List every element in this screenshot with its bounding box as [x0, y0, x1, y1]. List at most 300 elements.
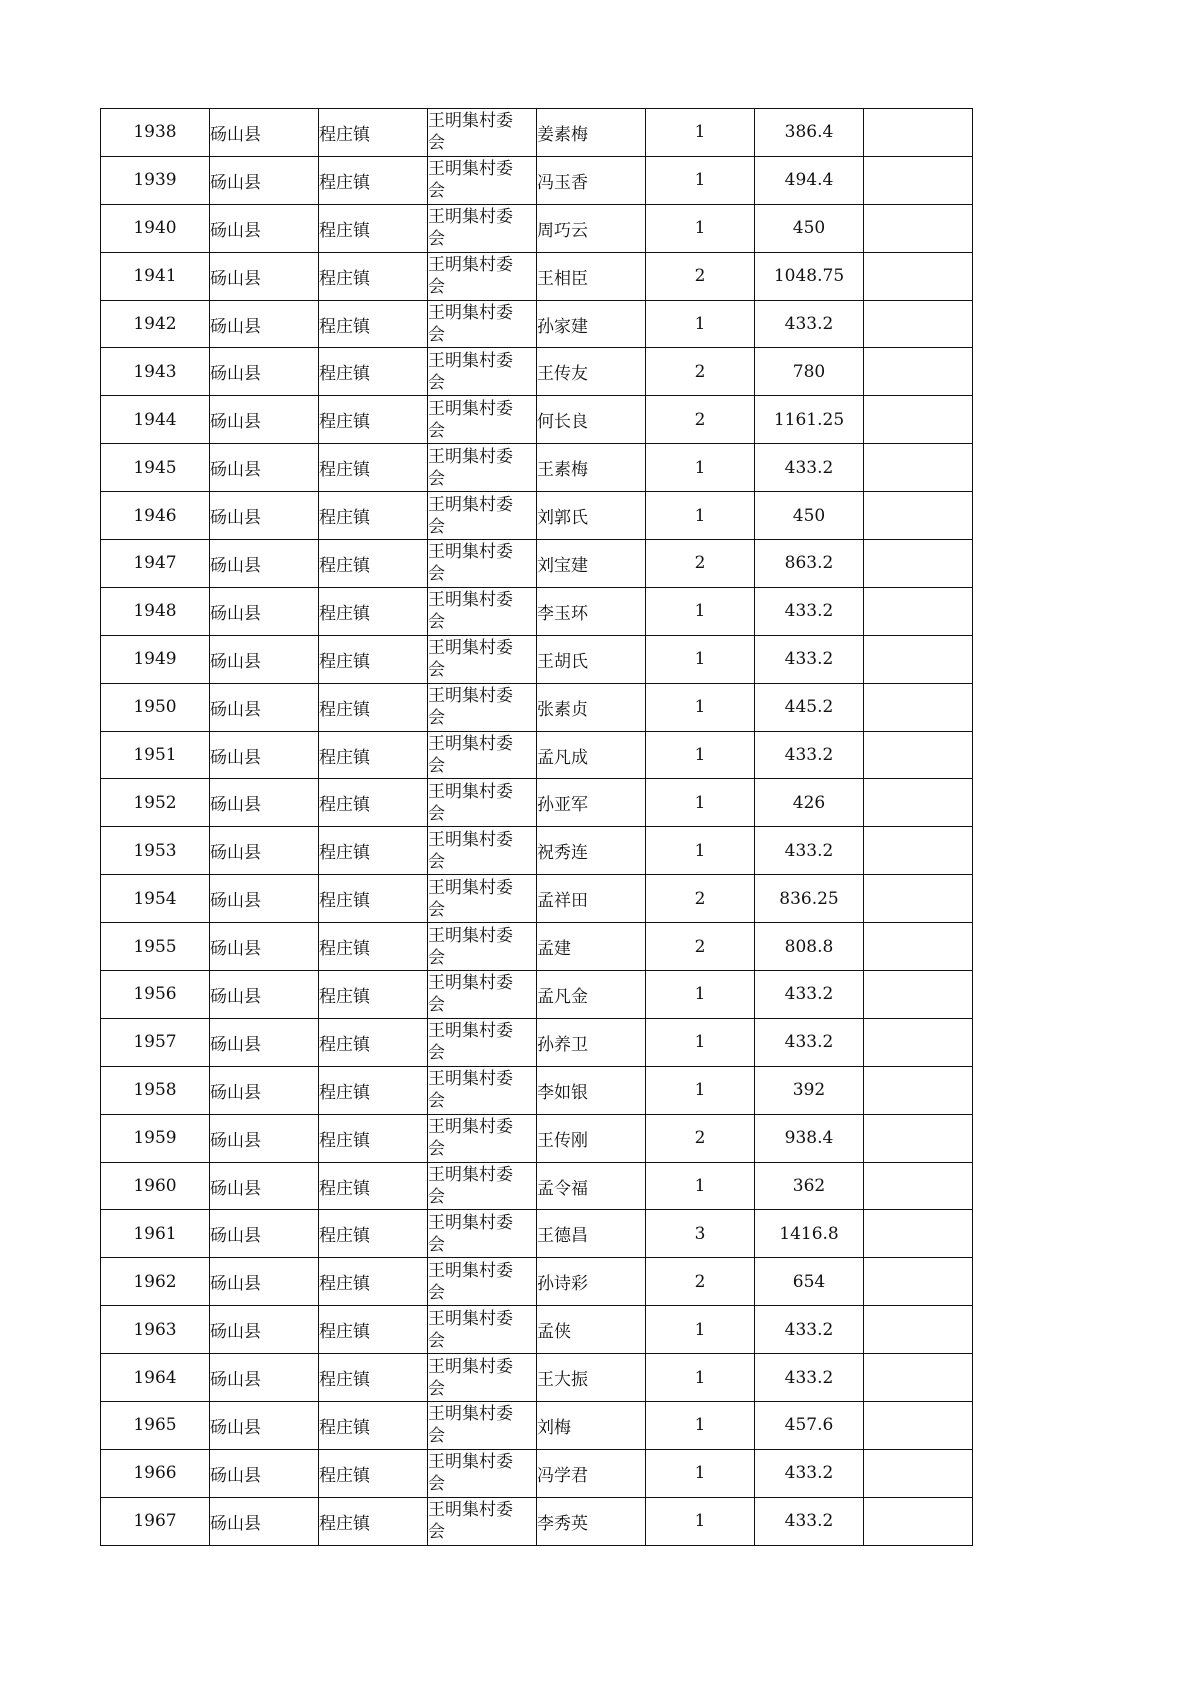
village-name: 王明集村委会 — [428, 255, 513, 298]
village-cell — [428, 540, 537, 588]
count-cell: 2 — [646, 252, 755, 300]
table-row — [101, 1018, 973, 1066]
town-cell: 程庄镇 — [319, 300, 428, 348]
count-cell: 1 — [646, 971, 755, 1019]
amount-cell: 433.2 — [755, 971, 864, 1019]
amount-cell: 433.2 — [755, 587, 864, 635]
county-cell: 砀山县 — [210, 827, 319, 875]
note-cell — [864, 1066, 973, 1114]
note-cell — [864, 396, 973, 444]
count-cell: 3 — [646, 1210, 755, 1258]
note-cell — [864, 348, 973, 396]
county-cell: 砀山县 — [210, 1114, 319, 1162]
amount-cell: 457.6 — [755, 1402, 864, 1450]
row-number-cell: 1949 — [101, 635, 210, 683]
town-cell: 程庄镇 — [319, 1114, 428, 1162]
note-cell — [864, 444, 973, 492]
count-cell: 1 — [646, 300, 755, 348]
note-cell — [864, 1018, 973, 1066]
village-name: 王明集村委会 — [428, 1404, 513, 1447]
county-cell: 砀山县 — [210, 683, 319, 731]
town-cell: 程庄镇 — [319, 156, 428, 204]
table-row — [101, 156, 973, 204]
row-number-cell: 1945 — [101, 444, 210, 492]
village-name: 王明集村委会 — [428, 1165, 513, 1208]
row-number-cell: 1967 — [101, 1497, 210, 1545]
count-cell: 1 — [646, 1162, 755, 1210]
village-cell — [428, 1114, 537, 1162]
village-cell — [428, 1162, 537, 1210]
count-cell: 1 — [646, 779, 755, 827]
county-cell: 砀山县 — [210, 156, 319, 204]
name-cell: 刘梅 — [537, 1402, 646, 1450]
note-cell — [864, 731, 973, 779]
town-cell: 程庄镇 — [319, 1354, 428, 1402]
county-cell: 砀山县 — [210, 1306, 319, 1354]
row-number-cell: 1965 — [101, 1402, 210, 1450]
count-cell: 1 — [646, 587, 755, 635]
village-name: 王明集村委会 — [428, 686, 513, 729]
table-row — [101, 300, 973, 348]
amount-cell: 863.2 — [755, 540, 864, 588]
village-cell — [428, 827, 537, 875]
town-cell: 程庄镇 — [319, 1018, 428, 1066]
town-cell: 程庄镇 — [319, 827, 428, 875]
name-cell: 孟凡金 — [537, 971, 646, 1019]
table-row — [101, 683, 973, 731]
town-cell: 程庄镇 — [319, 204, 428, 252]
county-cell: 砀山县 — [210, 1066, 319, 1114]
town-cell: 程庄镇 — [319, 540, 428, 588]
county-cell: 砀山县 — [210, 875, 319, 923]
name-cell: 李如银 — [537, 1066, 646, 1114]
village-name: 王明集村委会 — [428, 542, 513, 585]
amount-cell: 392 — [755, 1066, 864, 1114]
row-number-cell: 1959 — [101, 1114, 210, 1162]
county-cell: 砀山县 — [210, 540, 319, 588]
town-cell: 程庄镇 — [319, 1497, 428, 1545]
row-number-cell: 1950 — [101, 683, 210, 731]
table-row — [101, 923, 973, 971]
row-number-cell: 1963 — [101, 1306, 210, 1354]
name-cell: 孟建 — [537, 923, 646, 971]
village-name: 王明集村委会 — [428, 1308, 513, 1351]
table-row — [101, 1162, 973, 1210]
table-row — [101, 731, 973, 779]
amount-cell: 433.2 — [755, 444, 864, 492]
town-cell: 程庄镇 — [319, 731, 428, 779]
note-cell — [864, 635, 973, 683]
village-cell — [428, 156, 537, 204]
count-cell: 1 — [646, 1402, 755, 1450]
note-cell — [864, 587, 973, 635]
town-cell: 程庄镇 — [319, 492, 428, 540]
name-cell: 孟祥田 — [537, 875, 646, 923]
row-number-cell: 1954 — [101, 875, 210, 923]
village-name: 王明集村委会 — [428, 973, 513, 1016]
village-name: 王明集村委会 — [428, 111, 513, 154]
county-cell: 砀山县 — [210, 1497, 319, 1545]
table-row — [101, 204, 973, 252]
village-cell — [428, 1497, 537, 1545]
row-number-cell: 1951 — [101, 731, 210, 779]
county-cell: 砀山县 — [210, 1018, 319, 1066]
table-row — [101, 635, 973, 683]
note-cell — [864, 492, 973, 540]
name-cell: 孟凡成 — [537, 731, 646, 779]
village-cell — [428, 396, 537, 444]
note-cell — [864, 540, 973, 588]
village-cell — [428, 635, 537, 683]
town-cell: 程庄镇 — [319, 1306, 428, 1354]
town-cell: 程庄镇 — [319, 1258, 428, 1306]
county-cell: 砀山县 — [210, 1402, 319, 1450]
row-number-cell: 1953 — [101, 827, 210, 875]
count-cell: 1 — [646, 1018, 755, 1066]
row-number-cell: 1938 — [101, 109, 210, 157]
village-cell — [428, 252, 537, 300]
count-cell: 2 — [646, 540, 755, 588]
note-cell — [864, 1162, 973, 1210]
village-cell — [428, 1306, 537, 1354]
name-cell: 祝秀连 — [537, 827, 646, 875]
county-cell: 砀山县 — [210, 923, 319, 971]
village-cell — [428, 587, 537, 635]
row-number-cell: 1956 — [101, 971, 210, 1019]
village-name: 王明集村委会 — [428, 398, 513, 441]
village-cell — [428, 875, 537, 923]
village-cell — [428, 779, 537, 827]
village-name: 王明集村委会 — [428, 781, 513, 824]
amount-cell: 1161.25 — [755, 396, 864, 444]
town-cell: 程庄镇 — [319, 109, 428, 157]
note-cell — [864, 923, 973, 971]
town-cell: 程庄镇 — [319, 396, 428, 444]
table-row — [101, 1449, 973, 1497]
table-row — [101, 875, 973, 923]
amount-cell: 433.2 — [755, 635, 864, 683]
table-body — [101, 109, 973, 1546]
count-cell: 1 — [646, 1306, 755, 1354]
name-cell: 刘郭氏 — [537, 492, 646, 540]
row-number-cell: 1957 — [101, 1018, 210, 1066]
count-cell: 2 — [646, 396, 755, 444]
amount-cell: 450 — [755, 204, 864, 252]
row-number-cell: 1946 — [101, 492, 210, 540]
name-cell: 孙亚军 — [537, 779, 646, 827]
count-cell: 2 — [646, 875, 755, 923]
town-cell: 程庄镇 — [319, 875, 428, 923]
amount-cell: 836.25 — [755, 875, 864, 923]
note-cell — [864, 1402, 973, 1450]
village-name: 王明集村委会 — [428, 1069, 513, 1112]
village-cell — [428, 348, 537, 396]
amount-cell: 362 — [755, 1162, 864, 1210]
village-name: 王明集村委会 — [428, 829, 513, 872]
row-number-cell: 1941 — [101, 252, 210, 300]
village-name: 王明集村委会 — [428, 925, 513, 968]
note-cell — [864, 827, 973, 875]
count-cell: 1 — [646, 156, 755, 204]
village-cell — [428, 971, 537, 1019]
town-cell: 程庄镇 — [319, 252, 428, 300]
village-name: 王明集村委会 — [428, 638, 513, 681]
village-name: 王明集村委会 — [428, 1117, 513, 1160]
note-cell — [864, 252, 973, 300]
town-cell: 程庄镇 — [319, 348, 428, 396]
county-cell: 砀山县 — [210, 396, 319, 444]
town-cell: 程庄镇 — [319, 587, 428, 635]
county-cell: 砀山县 — [210, 731, 319, 779]
village-cell — [428, 1449, 537, 1497]
name-cell: 刘宝建 — [537, 540, 646, 588]
village-name: 王明集村委会 — [428, 590, 513, 633]
village-cell — [428, 1258, 537, 1306]
count-cell: 2 — [646, 1258, 755, 1306]
table-row — [101, 779, 973, 827]
village-cell — [428, 731, 537, 779]
note-cell — [864, 1114, 973, 1162]
amount-cell: 450 — [755, 492, 864, 540]
village-name: 王明集村委会 — [428, 207, 513, 250]
village-name: 王明集村委会 — [428, 877, 513, 920]
row-number-cell: 1948 — [101, 587, 210, 635]
county-cell: 砀山县 — [210, 109, 319, 157]
row-number-cell: 1964 — [101, 1354, 210, 1402]
row-number-cell: 1942 — [101, 300, 210, 348]
amount-cell: 433.2 — [755, 731, 864, 779]
count-cell: 1 — [646, 1354, 755, 1402]
note-cell — [864, 971, 973, 1019]
name-cell: 王相臣 — [537, 252, 646, 300]
note-cell — [864, 875, 973, 923]
village-name: 王明集村委会 — [428, 159, 513, 202]
county-cell: 砀山县 — [210, 635, 319, 683]
table-row — [101, 827, 973, 875]
village-name: 王明集村委会 — [428, 1500, 513, 1543]
count-cell: 1 — [646, 683, 755, 731]
village-cell — [428, 204, 537, 252]
village-name: 王明集村委会 — [428, 734, 513, 777]
village-name: 王明集村委会 — [428, 1452, 513, 1495]
county-cell: 砀山县 — [210, 252, 319, 300]
town-cell: 程庄镇 — [319, 444, 428, 492]
amount-cell: 386.4 — [755, 109, 864, 157]
town-cell: 程庄镇 — [319, 683, 428, 731]
row-number-cell: 1955 — [101, 923, 210, 971]
table-row — [101, 444, 973, 492]
name-cell: 王传友 — [537, 348, 646, 396]
town-cell: 程庄镇 — [319, 1449, 428, 1497]
village-name: 王明集村委会 — [428, 1260, 513, 1303]
note-cell — [864, 683, 973, 731]
count-cell: 1 — [646, 827, 755, 875]
row-number-cell: 1961 — [101, 1210, 210, 1258]
table-row — [101, 1066, 973, 1114]
count-cell: 1 — [646, 731, 755, 779]
name-cell: 孙养卫 — [537, 1018, 646, 1066]
town-cell: 程庄镇 — [319, 971, 428, 1019]
row-number-cell: 1960 — [101, 1162, 210, 1210]
village-name: 王明集村委会 — [428, 303, 513, 345]
village-cell — [428, 109, 537, 157]
row-number-cell: 1947 — [101, 540, 210, 588]
town-cell: 程庄镇 — [319, 635, 428, 683]
amount-cell: 1048.75 — [755, 252, 864, 300]
town-cell: 程庄镇 — [319, 1162, 428, 1210]
village-cell — [428, 1066, 537, 1114]
table-row — [101, 1354, 973, 1402]
name-cell: 周巧云 — [537, 204, 646, 252]
name-cell: 孟侠 — [537, 1306, 646, 1354]
row-number-cell: 1958 — [101, 1066, 210, 1114]
count-cell: 2 — [646, 1114, 755, 1162]
county-cell: 砀山县 — [210, 300, 319, 348]
amount-cell: 808.8 — [755, 923, 864, 971]
amount-cell: 433.2 — [755, 1497, 864, 1545]
note-cell — [864, 109, 973, 157]
row-number-cell: 1962 — [101, 1258, 210, 1306]
table-row — [101, 109, 973, 157]
amount-cell: 433.2 — [755, 1306, 864, 1354]
table-row — [101, 587, 973, 635]
name-cell: 姜素梅 — [537, 109, 646, 157]
note-cell — [864, 156, 973, 204]
note-cell — [864, 779, 973, 827]
table-row — [101, 971, 973, 1019]
amount-cell: 433.2 — [755, 1354, 864, 1402]
name-cell: 张素贞 — [537, 683, 646, 731]
count-cell: 1 — [646, 492, 755, 540]
name-cell: 孙诗彩 — [537, 1258, 646, 1306]
amount-cell: 433.2 — [755, 300, 864, 348]
count-cell: 2 — [646, 348, 755, 396]
village-cell — [428, 923, 537, 971]
amount-cell: 1416.8 — [755, 1210, 864, 1258]
count-cell: 2 — [646, 923, 755, 971]
amount-cell: 426 — [755, 779, 864, 827]
note-cell — [864, 1449, 973, 1497]
data-table — [100, 108, 973, 1546]
county-cell: 砀山县 — [210, 444, 319, 492]
table-row — [101, 1210, 973, 1258]
county-cell: 砀山县 — [210, 1210, 319, 1258]
row-number-cell: 1952 — [101, 779, 210, 827]
name-cell: 王德昌 — [537, 1210, 646, 1258]
table-row — [101, 1306, 973, 1354]
name-cell: 何长良 — [537, 396, 646, 444]
town-cell: 程庄镇 — [319, 1066, 428, 1114]
village-name: 王明集村委会 — [428, 1021, 513, 1064]
name-cell: 李玉环 — [537, 587, 646, 635]
village-name: 王明集村委会 — [428, 446, 513, 489]
note-cell — [864, 204, 973, 252]
table-row — [101, 1402, 973, 1450]
note-cell — [864, 1210, 973, 1258]
county-cell: 砀山县 — [210, 204, 319, 252]
table-row — [101, 1497, 973, 1545]
name-cell: 李秀英 — [537, 1497, 646, 1545]
name-cell: 孟令福 — [537, 1162, 646, 1210]
name-cell: 王胡氏 — [537, 635, 646, 683]
amount-cell: 494.4 — [755, 156, 864, 204]
count-cell: 1 — [646, 444, 755, 492]
town-cell: 程庄镇 — [319, 1210, 428, 1258]
village-cell — [428, 492, 537, 540]
amount-cell: 433.2 — [755, 1449, 864, 1497]
village-name: 王明集村委会 — [428, 1356, 513, 1399]
name-cell: 王大振 — [537, 1354, 646, 1402]
village-cell — [428, 444, 537, 492]
county-cell: 砀山县 — [210, 1354, 319, 1402]
row-number-cell: 1939 — [101, 156, 210, 204]
village-cell — [428, 683, 537, 731]
village-cell — [428, 1354, 537, 1402]
name-cell: 冯学君 — [537, 1449, 646, 1497]
town-cell: 程庄镇 — [319, 779, 428, 827]
count-cell: 1 — [646, 635, 755, 683]
county-cell: 砀山县 — [210, 1449, 319, 1497]
village-cell — [428, 1402, 537, 1450]
county-cell: 砀山县 — [210, 1162, 319, 1210]
table-row — [101, 396, 973, 444]
table-row — [101, 1258, 973, 1306]
village-cell — [428, 1018, 537, 1066]
county-cell: 砀山县 — [210, 1258, 319, 1306]
count-cell: 1 — [646, 1497, 755, 1545]
row-number-cell: 1966 — [101, 1449, 210, 1497]
note-cell — [864, 1497, 973, 1545]
village-cell — [428, 300, 537, 348]
amount-cell: 654 — [755, 1258, 864, 1306]
county-cell: 砀山县 — [210, 492, 319, 540]
note-cell — [864, 1258, 973, 1306]
amount-cell: 433.2 — [755, 1018, 864, 1066]
count-cell: 1 — [646, 1066, 755, 1114]
row-number-cell: 1940 — [101, 204, 210, 252]
county-cell: 砀山县 — [210, 348, 319, 396]
name-cell: 孙家建 — [537, 300, 646, 348]
note-cell — [864, 1354, 973, 1402]
town-cell: 程庄镇 — [319, 1402, 428, 1450]
name-cell: 王素梅 — [537, 444, 646, 492]
village-name: 王明集村委会 — [428, 350, 513, 393]
table-row — [101, 492, 973, 540]
row-number-cell: 1943 — [101, 348, 210, 396]
village-cell — [428, 1210, 537, 1258]
note-cell — [864, 1306, 973, 1354]
name-cell: 王传刚 — [537, 1114, 646, 1162]
count-cell: 1 — [646, 1449, 755, 1497]
county-cell: 砀山县 — [210, 779, 319, 827]
amount-cell: 780 — [755, 348, 864, 396]
town-cell: 程庄镇 — [319, 923, 428, 971]
table-row — [101, 252, 973, 300]
table-row — [101, 1114, 973, 1162]
amount-cell: 433.2 — [755, 827, 864, 875]
county-cell: 砀山县 — [210, 587, 319, 635]
table-row — [101, 348, 973, 396]
name-cell: 冯玉香 — [537, 156, 646, 204]
county-cell: 砀山县 — [210, 971, 319, 1019]
table-row — [101, 540, 973, 588]
row-number-cell: 1944 — [101, 396, 210, 444]
note-cell — [864, 300, 973, 348]
amount-cell: 445.2 — [755, 683, 864, 731]
count-cell: 1 — [646, 109, 755, 157]
amount-cell: 938.4 — [755, 1114, 864, 1162]
count-cell: 1 — [646, 204, 755, 252]
